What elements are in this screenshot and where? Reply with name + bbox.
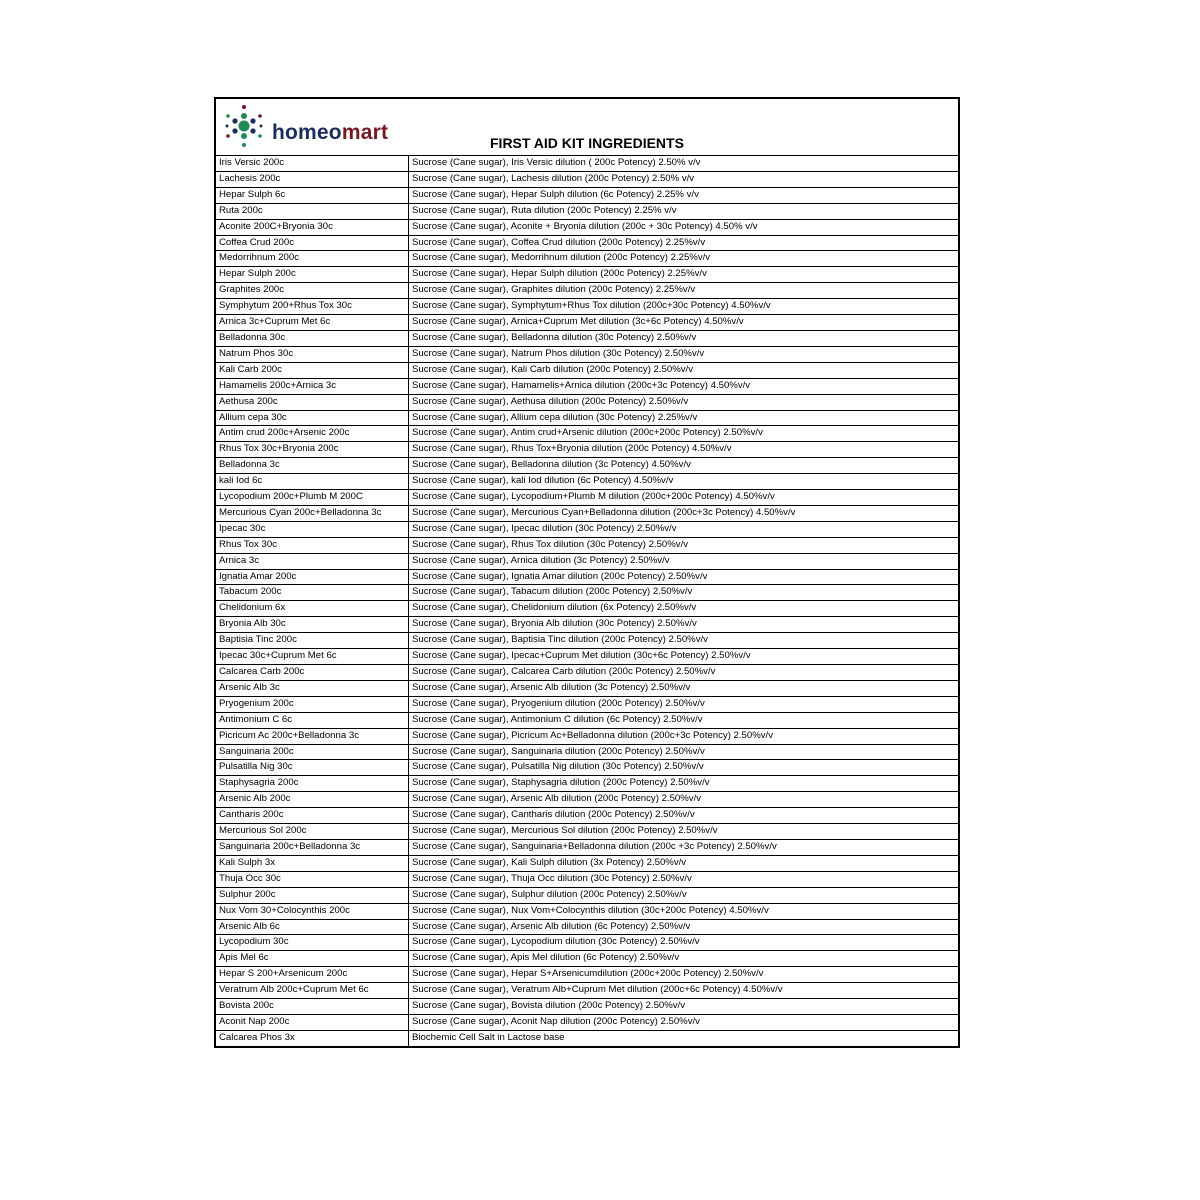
ingredient-cell: Sucrose (Cane sugar), Tabacum dilution (200c Potency) 2.50%v/v xyxy=(409,585,959,601)
table-row xyxy=(216,235,958,251)
remedy-name-cell: Sanguinaria 200c xyxy=(216,744,409,760)
remedy-name-cell: Arnica 3c+Cuprum Met 6c xyxy=(216,315,409,331)
table-row xyxy=(216,378,958,394)
remedy-name-cell: Tabacum 200c xyxy=(216,585,409,601)
ingredient-cell: Sucrose (Cane sugar), Rhus Tox+Bryonia dilution (200c Potency) 4.50%v/v xyxy=(409,442,959,458)
ingredient-cell: Sucrose (Cane sugar), Sanguinaria dilution (200c Potency) 2.50%v/v xyxy=(409,744,959,760)
remedy-name-cell: Arnica 3c xyxy=(216,553,409,569)
ingredient-cell: Sucrose (Cane sugar), Apis Mel dilution (6c Potency) 2.50%v/v xyxy=(409,951,959,967)
ingredient-cell: Sucrose (Cane sugar), Aconit Nap dilution (200c Potency) 2.50%v/v xyxy=(409,1014,959,1030)
ingredient-cell: Sucrose (Cane sugar), Bryonia Alb dilution (30c Potency) 2.50%v/v xyxy=(409,617,959,633)
ingredient-cell: Sucrose (Cane sugar), Kali Carb dilution (200c Potency) 2.50%v/v xyxy=(409,362,959,378)
ingredient-cell: Sucrose (Cane sugar), Cantharis dilution (200c Potency) 2.50%v/v xyxy=(409,808,959,824)
remedy-name-cell: Hamamelis 200c+Arnica 3c xyxy=(216,378,409,394)
table-row xyxy=(216,505,958,521)
table-row xyxy=(216,839,958,855)
table-row xyxy=(216,967,958,983)
ingredient-cell: Sucrose (Cane sugar), Pryogenium dilution (200c Potency) 2.50%v/v xyxy=(409,696,959,712)
table-row xyxy=(216,665,958,681)
remedy-name-cell: Ipecac 30c xyxy=(216,521,409,537)
table-row xyxy=(216,219,958,235)
ingredient-cell: Sucrose (Cane sugar), Lycopodium+Plumb M dilution (200c+200c Potency) 4.50%v/v xyxy=(409,490,959,506)
ingredient-cell: Sucrose (Cane sugar), Hamamelis+Arnica dilution (200c+3c Potency) 4.50%v/v xyxy=(409,378,959,394)
remedy-name-cell: Arsenic Alb 3c xyxy=(216,680,409,696)
remedy-name-cell: Aethusa 200c xyxy=(216,394,409,410)
remedy-name-cell: Nux Vom 30+Colocynthis 200c xyxy=(216,903,409,919)
remedy-name-cell: Apis Mel 6c xyxy=(216,951,409,967)
ingredient-cell: Sucrose (Cane sugar), Picricum Ac+Belladonna dilution (200c+3c Potency) 2.50%v/v xyxy=(409,728,959,744)
ingredient-cell: Sucrose (Cane sugar), Mercurious Sol dilution (200c Potency) 2.50%v/v xyxy=(409,824,959,840)
remedy-name-cell: Aconite 200C+Bryonia 30c xyxy=(216,219,409,235)
remedy-name-cell: Veratrum Alb 200c+Cuprum Met 6c xyxy=(216,983,409,999)
remedy-name-cell: Symphytum 200+Rhus Tox 30c xyxy=(216,299,409,315)
sheet-header xyxy=(216,99,958,156)
table-row xyxy=(216,887,958,903)
table-row xyxy=(216,410,958,426)
table-row xyxy=(216,537,958,553)
remedy-name-cell: Lycopodium 30c xyxy=(216,935,409,951)
table-row xyxy=(216,203,958,219)
ingredient-cell: Sucrose (Cane sugar), Arsenic Alb dilution (6c Potency) 2.50%v/v xyxy=(409,919,959,935)
remedy-name-cell: Pulsatilla Nig 30c xyxy=(216,760,409,776)
ingredient-cell: Sucrose (Cane sugar), Rhus Tox dilution (30c Potency) 2.50%v/v xyxy=(409,537,959,553)
page-title: FIRST AID KIT INGREDIENTS xyxy=(490,135,684,151)
table-row xyxy=(216,156,958,171)
ingredients-table-body xyxy=(216,156,958,1046)
table-row xyxy=(216,903,958,919)
remedy-name-cell: Picricum Ac 200c+Belladonna 3c xyxy=(216,728,409,744)
table-row xyxy=(216,299,958,315)
table-row xyxy=(216,330,958,346)
ingredient-cell: Sucrose (Cane sugar), Arnica+Cuprum Met dilution (3c+6c Potency) 4.50%v/v xyxy=(409,315,959,331)
table-row xyxy=(216,394,958,410)
table-row xyxy=(216,776,958,792)
ingredient-cell: Sucrose (Cane sugar), Baptisia Tinc dilution (200c Potency) 2.50%v/v xyxy=(409,633,959,649)
ingredient-cell: Sucrose (Cane sugar), Nux Vom+Colocynthis dilution (30c+200c Potency) 4.50%v/v xyxy=(409,903,959,919)
remedy-name-cell: Pryogenium 200c xyxy=(216,696,409,712)
table-row xyxy=(216,521,958,537)
remedy-name-cell: Aconit Nap 200c xyxy=(216,1014,409,1030)
brand-name-part2: mart xyxy=(341,121,389,144)
remedy-name-cell: Ignatia Amar 200c xyxy=(216,569,409,585)
ingredient-cell: Sucrose (Cane sugar), Hepar Sulph dilution (200c Potency) 2.25%v/v xyxy=(409,267,959,283)
ingredient-cell: Sucrose (Cane sugar), Pulsatilla Nig dilution (30c Potency) 2.50%v/v xyxy=(409,760,959,776)
ingredients-sheet xyxy=(214,97,960,1048)
remedy-name-cell: Antimonium C 6c xyxy=(216,712,409,728)
ingredient-cell: Sucrose (Cane sugar), Graphites dilution (200c Potency) 2.25%v/v xyxy=(409,283,959,299)
ingredient-cell: Sucrose (Cane sugar), Medorrihnum dilution (200c Potency) 2.25%v/v xyxy=(409,251,959,267)
ingredient-cell: Sucrose (Cane sugar), kali Iod dilution (6c Potency) 4.50%v/v xyxy=(409,474,959,490)
remedy-name-cell: Sanguinaria 200c+Belladonna 3c xyxy=(216,839,409,855)
table-row xyxy=(216,855,958,871)
remedy-name-cell: Graphites 200c xyxy=(216,283,409,299)
ingredient-cell: Sucrose (Cane sugar), Coffea Crud dilution (200c Potency) 2.25%v/v xyxy=(409,235,959,251)
remedy-name-cell: Calcarea Carb 200c xyxy=(216,665,409,681)
table-row xyxy=(216,251,958,267)
remedy-name-cell: Baptisia Tinc 200c xyxy=(216,633,409,649)
remedy-name-cell: Natrum Phos 30c xyxy=(216,346,409,362)
table-row xyxy=(216,1014,958,1030)
table-row xyxy=(216,601,958,617)
ingredient-cell: Sucrose (Cane sugar), Sulphur dilution (200c Potency) 2.50%v/v xyxy=(409,887,959,903)
ingredient-cell: Sucrose (Cane sugar), Natrum Phos dilution (30c Potency) 2.50%v/v xyxy=(409,346,959,362)
ingredient-cell: Sucrose (Cane sugar), Antim crud+Arsenic dilution (200c+200c Potency) 2.50%v/v xyxy=(409,426,959,442)
table-row xyxy=(216,474,958,490)
remedy-name-cell: kali Iod 6c xyxy=(216,474,409,490)
ingredient-cell: Sucrose (Cane sugar), Aethusa dilution (200c Potency) 2.50%v/v xyxy=(409,394,959,410)
table-row xyxy=(216,346,958,362)
ingredient-cell: Sucrose (Cane sugar), Allium cepa dilution (30c Potency) 2.25%v/v xyxy=(409,410,959,426)
ingredient-cell: Sucrose (Cane sugar), Ipecac+Cuprum Met dilution (30c+6c Potency) 2.50%v/v xyxy=(409,649,959,665)
table-row xyxy=(216,617,958,633)
ingredient-cell: Sucrose (Cane sugar), Belladonna dilution (3c Potency) 4.50%v/v xyxy=(409,458,959,474)
remedy-name-cell: Bovista 200c xyxy=(216,999,409,1015)
table-row xyxy=(216,744,958,760)
table-row xyxy=(216,569,958,585)
brand-logo xyxy=(224,103,394,149)
table-row xyxy=(216,919,958,935)
ingredient-cell: Sucrose (Cane sugar), Lachesis dilution (200c Potency) 2.50% v/v xyxy=(409,171,959,187)
remedy-name-cell: Medorrihnum 200c xyxy=(216,251,409,267)
table-row xyxy=(216,999,958,1015)
remedy-name-cell: Calcarea Phos 3x xyxy=(216,1030,409,1045)
ingredient-cell: Sucrose (Cane sugar), Mercurious Cyan+Belladonna dilution (200c+3c Potency) 4.50%v/v xyxy=(409,505,959,521)
remedy-name-cell: Mercurious Sol 200c xyxy=(216,824,409,840)
ingredient-cell: Sucrose (Cane sugar), Arsenic Alb dilution (3c Potency) 2.50%v/v xyxy=(409,680,959,696)
table-row xyxy=(216,935,958,951)
ingredient-cell: Sucrose (Cane sugar), Hepar S+Arsenicumdilution (200c+200c Potency) 2.50%v/v xyxy=(409,967,959,983)
table-row xyxy=(216,442,958,458)
remedy-name-cell: Sulphur 200c xyxy=(216,887,409,903)
ingredient-cell: Sucrose (Cane sugar), Kali Sulph dilution (3x Potency) 2.50%v/v xyxy=(409,855,959,871)
ingredient-cell: Sucrose (Cane sugar), Symphytum+Rhus Tox dilution (200c+30c Potency) 4.50%v/v xyxy=(409,299,959,315)
table-row xyxy=(216,633,958,649)
remedy-name-cell: Bryonia Alb 30c xyxy=(216,617,409,633)
table-row xyxy=(216,187,958,203)
table-row xyxy=(216,680,958,696)
ingredient-cell: Sucrose (Cane sugar), Bovista dilution (200c Potency) 2.50%v/v xyxy=(409,999,959,1015)
table-row xyxy=(216,585,958,601)
table-row xyxy=(216,171,958,187)
ingredient-cell: Sucrose (Cane sugar), Staphysagria dilution (200c Potency) 2.50%v/v xyxy=(409,776,959,792)
ingredient-cell: Sucrose (Cane sugar), Belladonna dilution (30c Potency) 2.50%v/v xyxy=(409,330,959,346)
ingredient-cell: Sucrose (Cane sugar), Arsenic Alb dilution (200c Potency) 2.50%v/v xyxy=(409,792,959,808)
ingredient-cell: Sucrose (Cane sugar), Arnica dilution (3c Potency) 2.50%v/v xyxy=(409,553,959,569)
remedy-name-cell: Coffea Crud 200c xyxy=(216,235,409,251)
table-row xyxy=(216,760,958,776)
table-row xyxy=(216,267,958,283)
remedy-name-cell: Hepar S 200+Arsenicum 200c xyxy=(216,967,409,983)
ingredient-cell: Sucrose (Cane sugar), Lycopodium dilution (30c Potency) 2.50%v/v xyxy=(409,935,959,951)
remedy-name-cell: Arsenic Alb 200c xyxy=(216,792,409,808)
table-row xyxy=(216,649,958,665)
table-row xyxy=(216,696,958,712)
remedy-name-cell: Antim crud 200c+Arsenic 200c xyxy=(216,426,409,442)
table-row xyxy=(216,824,958,840)
remedy-name-cell: Lachesis 200c xyxy=(216,171,409,187)
ingredient-cell: Biochemic Cell Salt in Lactose base xyxy=(409,1030,959,1045)
remedy-name-cell: Arsenic Alb 6c xyxy=(216,919,409,935)
ingredients-table xyxy=(216,156,958,1046)
remedy-name-cell: Belladonna 30c xyxy=(216,330,409,346)
ingredient-cell: Sucrose (Cane sugar), Ipecac dilution (30c Potency) 2.50%v/v xyxy=(409,521,959,537)
remedy-name-cell: Mercurious Cyan 200c+Belladonna 3c xyxy=(216,505,409,521)
ingredient-cell: Sucrose (Cane sugar), Thuja Occ dilution (30c Potency) 2.50%v/v xyxy=(409,871,959,887)
molecule-dots-icon xyxy=(224,103,264,149)
table-row xyxy=(216,283,958,299)
remedy-name-cell: Chelidonium 6x xyxy=(216,601,409,617)
ingredient-cell: Sucrose (Cane sugar), Chelidonium dilution (6x Potency) 2.50%v/v xyxy=(409,601,959,617)
table-row xyxy=(216,871,958,887)
remedy-name-cell: Allium cepa 30c xyxy=(216,410,409,426)
ingredient-cell: Sucrose (Cane sugar), Veratrum Alb+Cuprum Met dilution (200c+6c Potency) 4.50%v/v xyxy=(409,983,959,999)
ingredient-cell: Sucrose (Cane sugar), Hepar Sulph dilution (6c Potency) 2.25% v/v xyxy=(409,187,959,203)
ingredient-cell: Sucrose (Cane sugar), Antimonium C dilution (6c Potency) 2.50%v/v xyxy=(409,712,959,728)
remedy-name-cell: Hepar Sulph 200c xyxy=(216,267,409,283)
ingredient-cell: Sucrose (Cane sugar), Iris Versic dilution ( 200c Potency) 2.50% v/v xyxy=(409,156,959,171)
remedy-name-cell: Hepar Sulph 6c xyxy=(216,187,409,203)
table-row xyxy=(216,458,958,474)
table-row xyxy=(216,1030,958,1045)
table-row xyxy=(216,362,958,378)
ingredient-cell: Sucrose (Cane sugar), Ruta dilution (200c Potency) 2.25% v/v xyxy=(409,203,959,219)
ingredient-cell: Sucrose (Cane sugar), Ignatia Amar dilution (200c Potency) 2.50%v/v xyxy=(409,569,959,585)
remedy-name-cell: Ruta 200c xyxy=(216,203,409,219)
remedy-name-cell: Iris Versic 200c xyxy=(216,156,409,171)
table-row xyxy=(216,983,958,999)
remedy-name-cell: Staphysagria 200c xyxy=(216,776,409,792)
table-row xyxy=(216,728,958,744)
remedy-name-cell: Kali Carb 200c xyxy=(216,362,409,378)
table-row xyxy=(216,712,958,728)
table-row xyxy=(216,490,958,506)
remedy-name-cell: Lycopodium 200c+Plumb M 200C xyxy=(216,490,409,506)
table-row xyxy=(216,792,958,808)
remedy-name-cell: Thuja Occ 30c xyxy=(216,871,409,887)
remedy-name-cell: Ipecac 30c+Cuprum Met 6c xyxy=(216,649,409,665)
remedy-name-cell: Cantharis 200c xyxy=(216,808,409,824)
remedy-name-cell: Rhus Tox 30c+Bryonia 200c xyxy=(216,442,409,458)
remedy-name-cell: Kali Sulph 3x xyxy=(216,855,409,871)
table-row xyxy=(216,951,958,967)
remedy-name-cell: Rhus Tox 30c xyxy=(216,537,409,553)
brand-name-part1: homeo xyxy=(272,121,342,144)
table-row xyxy=(216,315,958,331)
ingredient-cell: Sucrose (Cane sugar), Aconite + Bryonia dilution (200c + 30c Potency) 4.50% v/v xyxy=(409,219,959,235)
table-row xyxy=(216,553,958,569)
ingredient-cell: Sucrose (Cane sugar), Sanguinaria+Belladonna dilution (200c +3c Potency) 2.50%v/v xyxy=(409,839,959,855)
brand-name xyxy=(272,121,388,145)
ingredient-cell: Sucrose (Cane sugar), Calcarea Carb dilution (200c Potency) 2.50%v/v xyxy=(409,665,959,681)
table-row xyxy=(216,426,958,442)
table-row xyxy=(216,808,958,824)
remedy-name-cell: Belladonna 3c xyxy=(216,458,409,474)
